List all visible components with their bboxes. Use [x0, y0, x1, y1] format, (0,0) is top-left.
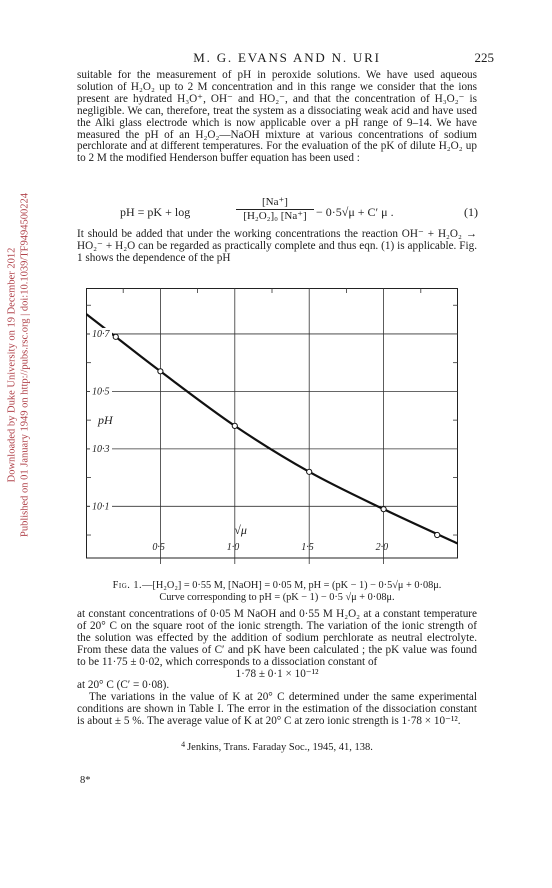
chart-curve — [86, 314, 458, 544]
equation-denominator: [H₂O₂]₀ [Na⁺] — [236, 209, 314, 223]
download-notice[interactable]: Downloaded by Duke University on 19 December 2012 — [6, 247, 18, 483]
data-point — [158, 369, 163, 374]
paragraph-temperature: at 20° C (C′ = 0·08). — [77, 679, 170, 691]
y-axis-label: pH — [98, 413, 113, 428]
x-tick-label: 1·5 — [301, 542, 314, 553]
caption-line-1 — [77, 580, 477, 592]
data-point — [381, 507, 386, 512]
paragraph-intro: suitable for the measurement of pH in peroxide solutions. We have used aqueous solution of H₂O₂ up to 2 M concentration and in this range we consider that the ions present are hydrated H₃O⁺, OH⁻ and HO₂⁻, and that the concentration of H₃O₂⁻ is negligible. We can, therefore, treat the system as a dissociating weak acid and have used the Alki glass electrode which is now applicable over a pH range of 9–14. We have measured the pH of an H₂O₂—NaOH mixture at various concentrations of sodium perchlorate and at different temperatures. For the evaluation of the pK of dilute H₂O₂ up to 2 M the modified Henderson buffer equation has been used : — [77, 69, 477, 165]
download-sidebar — [4, 150, 32, 580]
equation-numerator: [Na⁺] — [262, 196, 288, 208]
x-tick-label: 1·0 — [226, 542, 240, 553]
running-header-authors: M. G. EVANS AND N. URI — [193, 50, 381, 65]
paragraph-reaction: It should be added that under the working concentrations the reaction OH⁻ + H₂O₂ → HO₂⁻ + H₂O can be regarded as practically complete and thus eqn. (1) is applicable. Fig. 1 shows the dependence of the pH — [77, 228, 477, 264]
running-header — [80, 50, 494, 68]
y-tick-label: 10·1 — [92, 501, 110, 513]
footnote-marker: 4 — [181, 740, 186, 749]
signature-mark: 8* — [80, 775, 91, 786]
footnote-text: Jenkins, Trans. Faraday Soc., 1945, 41, 138. — [187, 742, 373, 753]
caption-line-1-text: —[H₂O₂] = 0·55 M, [NaOH] = 0·05 M, pH = (pK − 1) − 0·5√μ + 0·08μ. — [142, 580, 442, 591]
caption-line-2: Curve corresponding to pH = (pK − 1) − 0·5 √μ + 0·08μ. — [159, 592, 395, 603]
ph-curve — [86, 314, 458, 544]
equation-number: (1) — [464, 205, 478, 219]
data-point — [113, 334, 118, 339]
figure-caption — [77, 580, 477, 604]
paragraph-results: at constant concentrations of 0·05 M NaOH and 0·55 M H₂O₂ at a constant temperature of 20° C on the square root of the ionic strength. The variation of the ionic strength of the solution was effected by the addition of sodium perchlorate as neutral electrolyte. From these data the values of C′ and pK have been calculated ; the pK value was found to be 11·75 ± 0·02, which corresponds to a dissociation constant of — [77, 608, 477, 668]
data-point — [435, 532, 440, 537]
dissociation-constant: 1·78 ± 0·1 × 10⁻¹² — [235, 668, 319, 680]
y-tick-label: 10·7 — [92, 328, 110, 340]
caption-label: Fig. 1. — [112, 580, 143, 591]
footnote — [77, 740, 477, 753]
x-tick-label: 2·0 — [375, 542, 389, 553]
equation-left: pH = pK + log — [120, 205, 191, 219]
y-tick-label: 10·3 — [92, 443, 110, 455]
chart-points — [113, 334, 440, 537]
x-axis-label: √μ — [234, 523, 247, 537]
ph-chart — [86, 288, 458, 574]
chart-grid — [86, 288, 458, 564]
equation-right: − 0·5√μ + C′ μ . — [316, 205, 394, 219]
chart-labels — [90, 328, 388, 553]
data-point — [307, 469, 312, 474]
publication-notice[interactable]: Published on 01 January 1949 on http://pubs.rsc.org | doi:10.1039/TF9494500224 — [19, 192, 31, 538]
henderson-equation — [120, 196, 480, 228]
y-tick-label: 10·5 — [92, 386, 110, 398]
paragraph-variations: The variations in the value of K at 20° C determined under the same experimental conditions are shown in Table I. The error in the estimation of the dissociation constant is about ± 5 %. The average value of K at 20° C at zero ionic strength is 1·78 × 10⁻¹². — [77, 691, 477, 727]
equation-fraction — [236, 196, 314, 223]
x-tick-label: 0·5 — [152, 542, 165, 553]
page-number: 225 — [474, 50, 494, 65]
data-point — [232, 423, 237, 428]
figure-1 — [86, 288, 458, 574]
